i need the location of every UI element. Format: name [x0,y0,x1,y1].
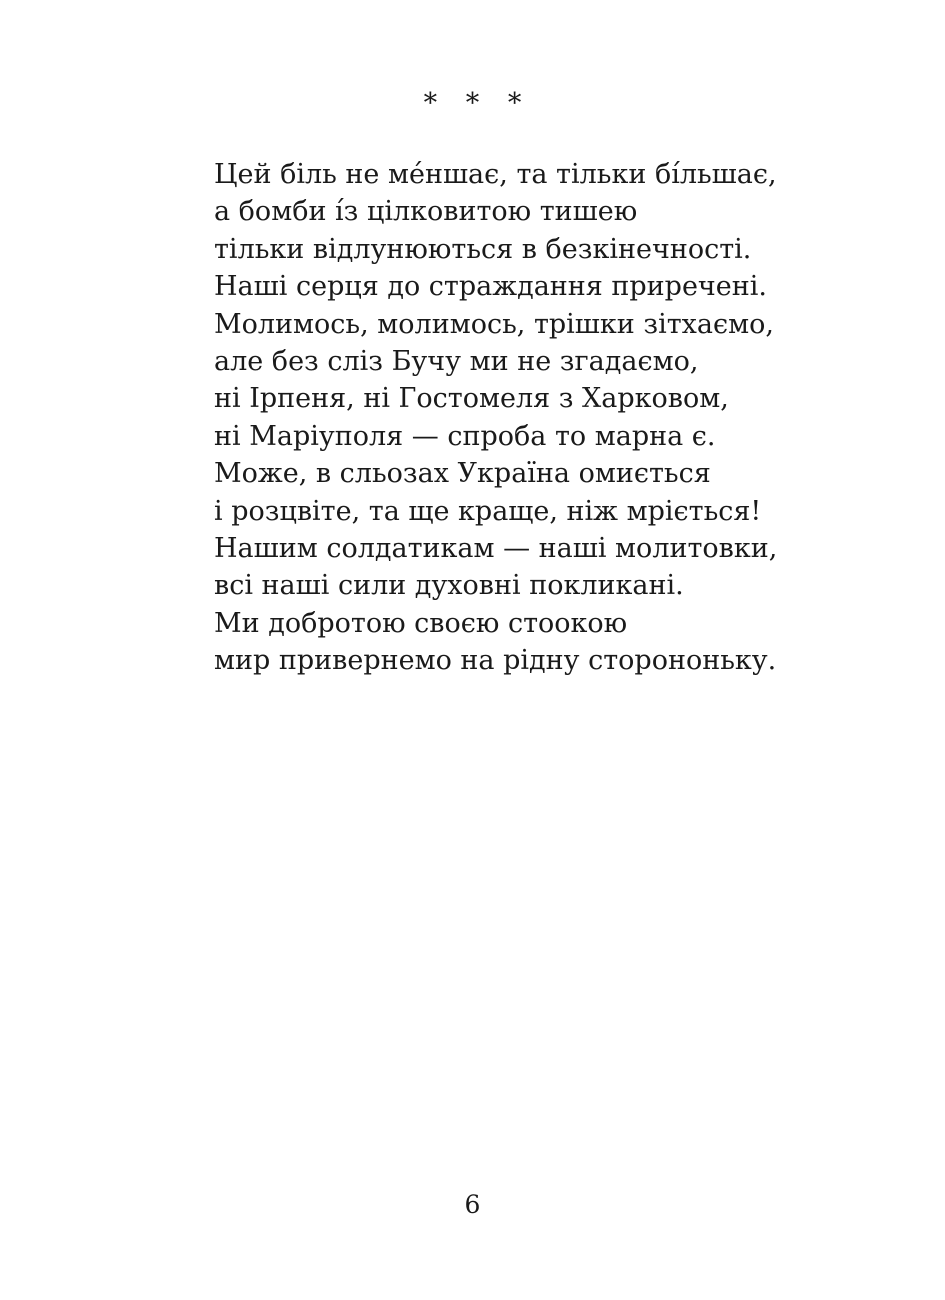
poem-line: тільки відлунюються в безкінечності. [214,233,752,265]
poem-line: а бомби і́з цілковитою тишею [214,196,638,228]
poem-line: всі наші сили духовні покликані. [214,570,684,602]
section-separator: * * * [423,88,532,119]
poem-line: Ми добротою своєю стоокою [214,607,628,639]
page-number: 6 [464,1190,481,1219]
poem-line: Може, в сльозах Україна омиється [214,458,711,490]
poem-line: Нашим солдатикам — наші молитовки, [214,533,778,565]
poem-line: Наші серця до страждання приречені. [214,271,767,303]
poem-line: Молимось, молимось, трішки зітхаємо, [214,308,774,340]
poem-line: і розцвіте, та ще краще, ніж мріється! [214,495,762,527]
poem-line: мир привернемо на рідну сторононьку. [214,645,777,677]
poem-line: Цей біль не ме́ншає, та тільки бі́льшає, [214,159,777,190]
poem-line: ні Маріуполя — спроба то марна є. [214,420,716,452]
poem-line: але без сліз Бучу ми не згадаємо, [214,346,699,378]
poem-line: ні Ірпеня, ні Гостомеля з Харковом, [214,383,729,415]
poem-stanza [214,156,894,680]
